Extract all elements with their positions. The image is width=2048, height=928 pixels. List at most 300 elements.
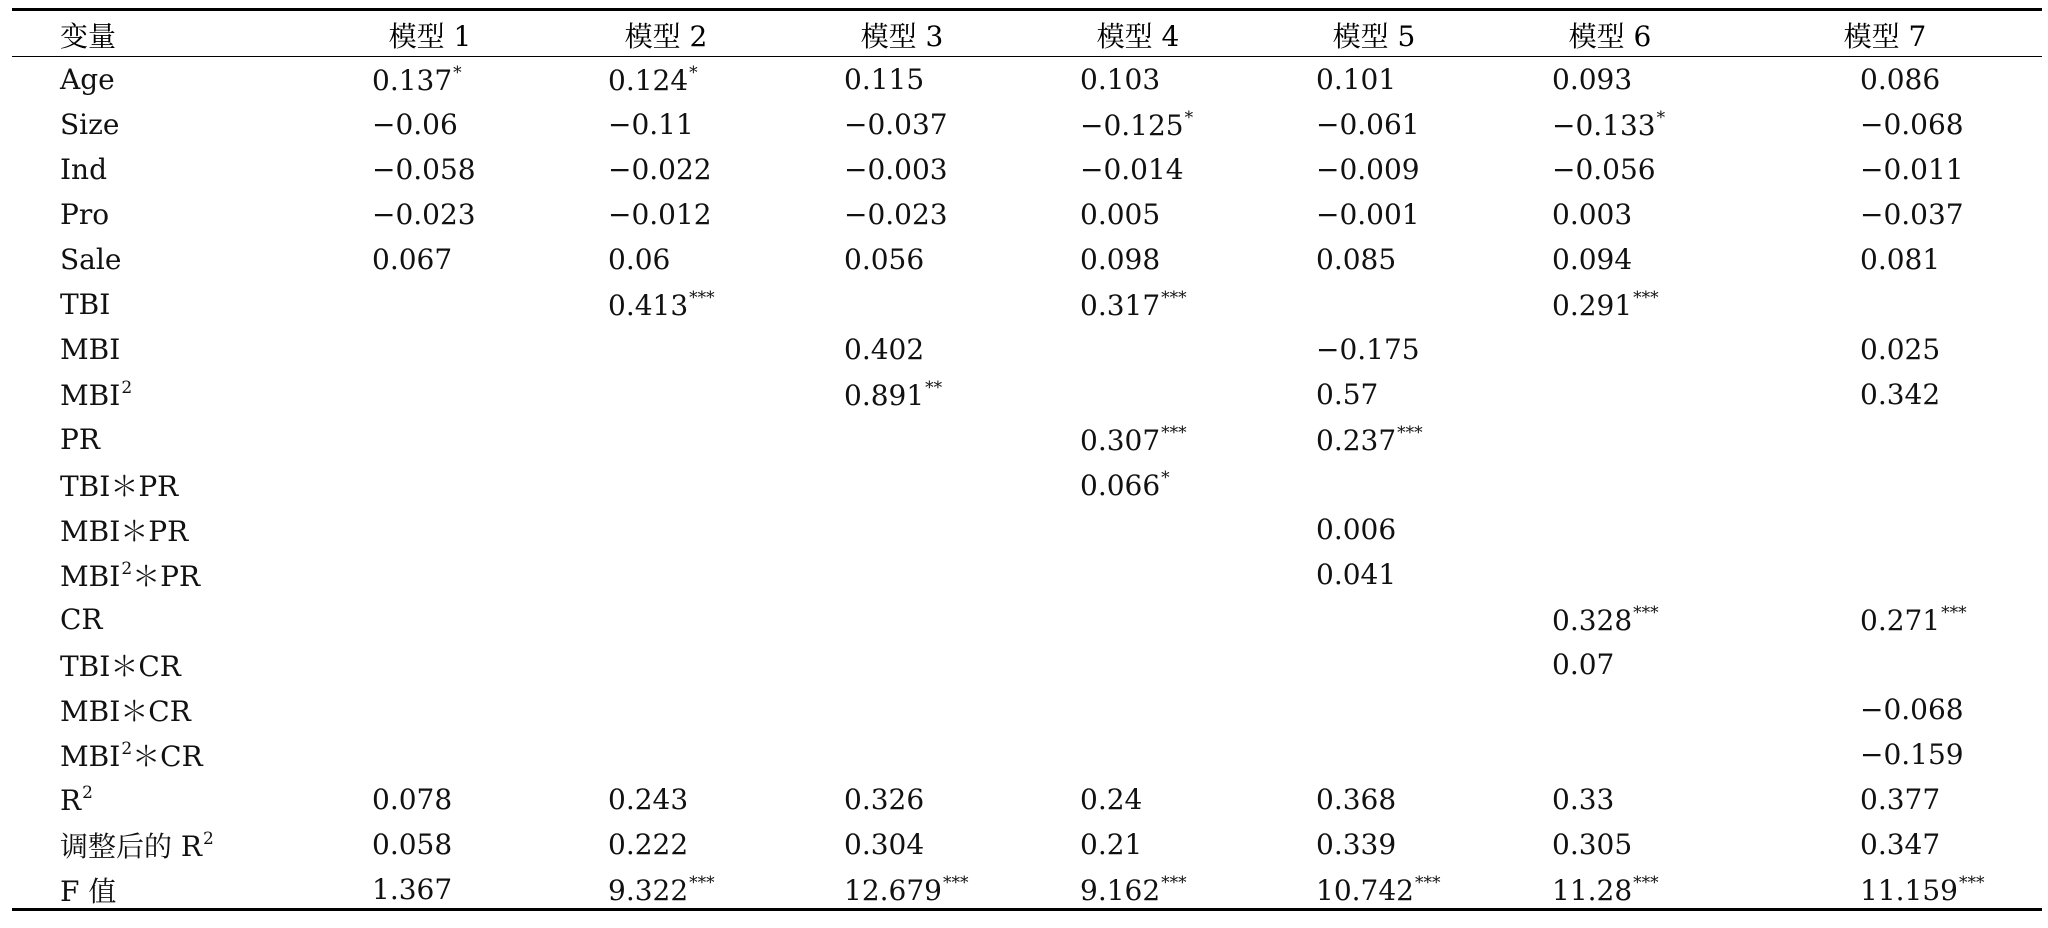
table-row — [12, 462, 2042, 507]
coef-cell-model-3 — [784, 462, 1020, 507]
table-row — [12, 327, 2042, 372]
coef-value: 0.317 — [1080, 288, 1161, 322]
coef-cell-model-6 — [1492, 597, 1728, 642]
coef-cell-model-6 — [1492, 642, 1728, 687]
coef-cell-model-1 — [312, 192, 548, 237]
coef-value: 0.305 — [1552, 828, 1633, 861]
coef-value: 0.21 — [1080, 828, 1143, 861]
coef-cell-model-5 — [1256, 147, 1492, 192]
coef-cell-model-7 — [1728, 687, 2042, 732]
coef-value: 10.742 — [1316, 873, 1414, 907]
variable-cell — [12, 867, 312, 912]
coef-value: 0.101 — [1316, 63, 1397, 96]
coef-value: 0.07 — [1552, 648, 1615, 681]
coef-cell-model-2 — [548, 57, 784, 102]
coef-cell-model-5 — [1256, 417, 1492, 462]
coef-value: 12.679 — [844, 873, 942, 907]
variable-label: TBI＊CR — [60, 649, 181, 683]
significance-stars: *** — [1941, 602, 1967, 623]
coef-cell-model-2 — [548, 417, 784, 462]
coef-value: −0.061 — [1316, 108, 1420, 141]
variable-label: MBI — [60, 739, 121, 773]
coef-value: 0.041 — [1316, 558, 1397, 591]
coef-value: −0.014 — [1080, 153, 1184, 186]
coef-cell-model-7 — [1728, 372, 2042, 417]
coef-cell-model-4 — [1020, 687, 1256, 732]
variable-label: Size — [60, 108, 120, 141]
header-model-3: 模型 3 — [860, 20, 944, 53]
coef-cell-model-2 — [548, 282, 784, 327]
table-row — [12, 732, 2042, 777]
coef-cell-model-1 — [312, 327, 548, 372]
coef-value: 0.304 — [844, 828, 925, 861]
coef-value: 0.093 — [1552, 63, 1633, 96]
coef-cell-model-3 — [784, 102, 1020, 147]
header-model-2: 模型 2 — [624, 20, 708, 53]
coef-cell-model-1 — [312, 462, 548, 507]
coef-value: 0.067 — [372, 243, 453, 276]
coef-value: 0.891 — [844, 378, 925, 412]
significance-stars: * — [453, 62, 462, 83]
header-model-4: 模型 4 — [1096, 20, 1180, 53]
significance-stars: * — [1656, 107, 1666, 128]
coef-cell-model-7 — [1728, 462, 2042, 507]
coef-cell-model-3 — [784, 822, 1020, 867]
coef-cell-model-3 — [784, 867, 1020, 912]
variable-cell — [12, 642, 312, 687]
variable-label-suffix: ＊CR — [132, 739, 203, 773]
coef-cell-model-2 — [548, 507, 784, 552]
table-row — [12, 417, 2042, 462]
coef-cell-model-4 — [1020, 777, 1256, 822]
coef-value: −0.012 — [608, 198, 712, 231]
coef-cell-model-1 — [312, 777, 548, 822]
coef-value: 0.326 — [844, 783, 925, 816]
coef-value: −0.068 — [1860, 108, 1964, 141]
table-row — [12, 507, 2042, 552]
variable-cell — [12, 777, 312, 822]
coef-cell-model-6 — [1492, 327, 1728, 372]
variable-cell — [12, 372, 312, 417]
variable-cell — [12, 462, 312, 507]
coef-cell-model-6 — [1492, 192, 1728, 237]
coef-cell-model-3 — [784, 282, 1020, 327]
coef-cell-model-2 — [548, 552, 784, 597]
coef-cell-model-7 — [1728, 417, 2042, 462]
coef-value: −0.159 — [1860, 738, 1964, 771]
coef-cell-model-6 — [1492, 732, 1728, 777]
coef-cell-model-3 — [784, 552, 1020, 597]
coef-value: 0.086 — [1860, 63, 1941, 96]
coef-cell-model-7 — [1728, 102, 2042, 147]
table-row — [12, 687, 2042, 732]
coef-value: −0.037 — [1860, 198, 1964, 231]
coef-value: 0.347 — [1860, 828, 1941, 861]
coef-cell-model-4 — [1020, 102, 1256, 147]
variable-label: TBI＊PR — [60, 469, 179, 503]
significance-stars: *** — [1161, 422, 1187, 443]
variable-label: MBI — [60, 378, 121, 412]
coef-cell-model-2 — [548, 462, 784, 507]
table-top-rule — [12, 8, 2042, 11]
table-row — [12, 237, 2042, 282]
significance-stars: *** — [942, 872, 969, 893]
coef-cell-model-5 — [1256, 597, 1492, 642]
coef-cell-model-1 — [312, 417, 548, 462]
coef-cell-model-5 — [1256, 687, 1492, 732]
variable-cell — [12, 552, 312, 597]
significance-stars: *** — [1414, 872, 1441, 893]
table-row — [12, 147, 2042, 192]
coef-cell-model-1 — [312, 372, 548, 417]
coef-value: 0.222 — [608, 828, 689, 861]
coef-cell-model-3 — [784, 417, 1020, 462]
table-row — [12, 597, 2042, 642]
coef-cell-model-5 — [1256, 777, 1492, 822]
coef-cell-model-4 — [1020, 597, 1256, 642]
table-row — [12, 642, 2042, 687]
coef-cell-model-5 — [1256, 552, 1492, 597]
variable-cell — [12, 237, 312, 282]
coef-value: 1.367 — [372, 873, 453, 906]
coef-value: 0.094 — [1552, 243, 1633, 276]
coef-value: 9.322 — [608, 873, 689, 907]
variable-label: Age — [60, 63, 115, 96]
variable-cell — [12, 282, 312, 327]
significance-stars: *** — [689, 872, 715, 893]
variable-label: MBI＊CR — [60, 694, 191, 728]
coef-value: 0.081 — [1860, 243, 1941, 276]
coef-value: −0.023 — [844, 198, 948, 231]
coef-cell-model-4 — [1020, 822, 1256, 867]
coef-cell-model-6 — [1492, 147, 1728, 192]
coef-cell-model-2 — [548, 687, 784, 732]
coef-value: 0.115 — [844, 63, 925, 96]
significance-stars: *** — [1633, 287, 1659, 308]
variable-cell — [12, 147, 312, 192]
coef-cell-model-4 — [1020, 237, 1256, 282]
coef-cell-model-3 — [784, 642, 1020, 687]
coef-cell-model-6 — [1492, 507, 1728, 552]
coef-value: 0.06 — [608, 243, 671, 276]
coef-cell-model-7 — [1728, 57, 2042, 102]
coef-value: −0.125 — [1080, 108, 1184, 142]
coef-cell-model-4 — [1020, 327, 1256, 372]
coef-value: −0.06 — [372, 108, 458, 141]
coef-cell-model-7 — [1728, 867, 2042, 912]
coef-cell-model-2 — [548, 822, 784, 867]
coef-cell-model-7 — [1728, 327, 2042, 372]
coef-cell-model-4 — [1020, 867, 1256, 912]
coef-value: 0.137 — [372, 63, 453, 97]
coef-cell-model-7 — [1728, 147, 2042, 192]
table-row — [12, 867, 2042, 912]
coef-value: −0.037 — [844, 108, 948, 141]
coef-value: −0.023 — [372, 198, 476, 231]
coef-cell-model-6 — [1492, 462, 1728, 507]
coef-value: −0.175 — [1316, 333, 1420, 366]
table-rows — [12, 57, 2042, 912]
coef-cell-model-3 — [784, 192, 1020, 237]
coef-cell-model-2 — [548, 777, 784, 822]
coef-cell-model-2 — [548, 102, 784, 147]
coef-cell-model-2 — [548, 732, 784, 777]
coef-cell-model-6 — [1492, 552, 1728, 597]
coef-cell-model-7 — [1728, 642, 2042, 687]
coef-cell-model-6 — [1492, 102, 1728, 147]
coef-cell-model-7 — [1728, 777, 2042, 822]
coef-value: −0.068 — [1860, 693, 1964, 726]
coef-cell-model-5 — [1256, 462, 1492, 507]
coef-value: −0.001 — [1316, 198, 1420, 231]
coef-value: 0.413 — [608, 288, 689, 322]
coef-cell-model-5 — [1256, 192, 1492, 237]
coef-value: 0.24 — [1080, 783, 1143, 816]
coef-cell-model-2 — [548, 372, 784, 417]
significance-stars: *** — [1633, 872, 1659, 893]
significance-stars: * — [1184, 107, 1194, 128]
coef-cell-model-1 — [312, 282, 548, 327]
coef-value: −0.003 — [844, 153, 948, 186]
coef-cell-model-7 — [1728, 192, 2042, 237]
table-row — [12, 822, 2042, 867]
header-model-7: 模型 7 — [1843, 20, 1927, 53]
coef-cell-model-5 — [1256, 102, 1492, 147]
coef-cell-model-1 — [312, 57, 548, 102]
coef-value: 0.33 — [1552, 783, 1615, 816]
significance-stars: *** — [1161, 287, 1187, 308]
coef-cell-model-3 — [784, 597, 1020, 642]
coef-cell-model-4 — [1020, 417, 1256, 462]
significance-stars: *** — [1161, 872, 1187, 893]
significance-stars: *** — [689, 287, 715, 308]
coef-cell-model-4 — [1020, 462, 1256, 507]
significance-stars: *** — [1397, 422, 1423, 443]
coef-value: 0.291 — [1552, 288, 1633, 322]
coef-value: 0.058 — [372, 828, 453, 861]
coef-cell-model-3 — [784, 507, 1020, 552]
coef-value: 0.377 — [1860, 783, 1941, 816]
coef-cell-model-2 — [548, 597, 784, 642]
significance-stars: *** — [1958, 872, 1985, 893]
header-model-5: 模型 5 — [1332, 20, 1416, 53]
significance-stars: *** — [1633, 602, 1659, 623]
table-row — [12, 57, 2042, 102]
coef-value: 0.056 — [844, 243, 925, 276]
variable-cell — [12, 102, 312, 147]
coef-cell-model-2 — [548, 642, 784, 687]
table-header — [12, 12, 2042, 58]
variable-label: PR — [60, 423, 100, 456]
coef-cell-model-6 — [1492, 237, 1728, 282]
coef-cell-model-4 — [1020, 507, 1256, 552]
coef-cell-model-5 — [1256, 282, 1492, 327]
coef-value: 0.271 — [1860, 603, 1941, 637]
coef-value: 0.098 — [1080, 243, 1161, 276]
significance-stars: * — [1161, 467, 1170, 488]
variable-label: F 值 — [60, 874, 117, 908]
coef-value: 0.025 — [1860, 333, 1941, 366]
coef-cell-model-1 — [312, 732, 548, 777]
coef-value: −0.022 — [608, 153, 712, 186]
coef-cell-model-3 — [784, 777, 1020, 822]
variable-label: R — [60, 783, 82, 817]
coef-cell-model-6 — [1492, 57, 1728, 102]
variable-superscript: 2 — [121, 377, 133, 398]
coef-cell-model-7 — [1728, 282, 2042, 327]
coef-cell-model-3 — [784, 147, 1020, 192]
header-model-1: 模型 1 — [388, 20, 472, 53]
variable-cell — [12, 822, 312, 867]
coef-value: 0.243 — [608, 783, 689, 816]
coef-value: −0.056 — [1552, 153, 1656, 186]
coef-cell-model-4 — [1020, 192, 1256, 237]
coef-cell-model-1 — [312, 237, 548, 282]
variable-superscript: 2 — [121, 558, 133, 579]
coef-cell-model-1 — [312, 687, 548, 732]
coef-cell-model-4 — [1020, 732, 1256, 777]
coef-value: 0.307 — [1080, 423, 1161, 457]
coef-cell-model-5 — [1256, 237, 1492, 282]
variable-superscript: 2 — [202, 828, 214, 849]
table-row — [12, 192, 2042, 237]
significance-stars: * — [689, 62, 698, 83]
coef-cell-model-6 — [1492, 867, 1728, 912]
coef-cell-model-3 — [784, 372, 1020, 417]
variable-cell — [12, 507, 312, 552]
coef-cell-model-6 — [1492, 687, 1728, 732]
coef-cell-model-5 — [1256, 867, 1492, 912]
variable-label: MBI＊PR — [60, 514, 189, 548]
variable-label-suffix: ＊PR — [132, 559, 201, 593]
variable-label: MBI — [60, 559, 121, 593]
variable-cell — [12, 732, 312, 777]
coef-cell-model-2 — [548, 237, 784, 282]
coef-value: 0.57 — [1316, 378, 1379, 411]
coef-cell-model-6 — [1492, 777, 1728, 822]
coef-value: 11.159 — [1860, 873, 1958, 907]
variable-superscript: 2 — [82, 782, 93, 803]
coef-value: −0.133 — [1552, 108, 1656, 142]
coef-cell-model-7 — [1728, 552, 2042, 597]
coef-value: 0.006 — [1316, 513, 1397, 546]
significance-stars: ** — [925, 377, 943, 398]
table-row — [12, 777, 2042, 822]
coef-cell-model-5 — [1256, 822, 1492, 867]
variable-label: Pro — [60, 198, 110, 231]
coef-value: 0.103 — [1080, 63, 1161, 96]
coef-cell-model-5 — [1256, 57, 1492, 102]
coef-cell-model-4 — [1020, 147, 1256, 192]
coef-cell-model-4 — [1020, 552, 1256, 597]
coef-cell-model-4 — [1020, 372, 1256, 417]
coef-value: −0.009 — [1316, 153, 1420, 186]
coef-value: 0.003 — [1552, 198, 1633, 231]
coef-cell-model-7 — [1728, 822, 2042, 867]
coef-cell-model-5 — [1256, 507, 1492, 552]
variable-label: Sale — [60, 243, 122, 276]
coef-cell-model-1 — [312, 822, 548, 867]
coef-cell-model-1 — [312, 867, 548, 912]
table-row — [12, 372, 2042, 417]
coef-value: 0.005 — [1080, 198, 1161, 231]
variable-label: TBI — [60, 288, 111, 321]
coef-cell-model-1 — [312, 102, 548, 147]
coef-value: 0.339 — [1316, 828, 1397, 861]
coef-cell-model-2 — [548, 192, 784, 237]
coef-cell-model-2 — [548, 867, 784, 912]
coef-value: 0.368 — [1316, 783, 1397, 816]
coef-cell-model-6 — [1492, 282, 1728, 327]
coef-cell-model-1 — [312, 552, 548, 597]
variable-label: Ind — [60, 153, 108, 186]
variable-cell — [12, 57, 312, 102]
coef-value: −0.058 — [372, 153, 476, 186]
coef-value: −0.11 — [608, 108, 694, 141]
coef-cell-model-3 — [784, 237, 1020, 282]
coef-cell-model-4 — [1020, 57, 1256, 102]
coef-value: 0.402 — [844, 333, 925, 366]
table-body — [12, 57, 2042, 912]
header-variable: 变量 — [60, 20, 117, 53]
variable-cell — [12, 687, 312, 732]
coef-cell-model-3 — [784, 327, 1020, 372]
coef-cell-model-7 — [1728, 597, 2042, 642]
coef-value: 11.28 — [1552, 873, 1633, 907]
coef-cell-model-4 — [1020, 282, 1256, 327]
table-row — [12, 552, 2042, 597]
coef-cell-model-5 — [1256, 642, 1492, 687]
coef-cell-model-2 — [548, 327, 784, 372]
coef-value: 0.078 — [372, 783, 453, 816]
coef-value: 9.162 — [1080, 873, 1161, 907]
coef-cell-model-7 — [1728, 237, 2042, 282]
variable-label: 调整后的 R — [60, 829, 202, 863]
variable-cell — [12, 327, 312, 372]
table-row — [12, 282, 2042, 327]
coef-cell-model-7 — [1728, 507, 2042, 552]
coef-cell-model-1 — [312, 642, 548, 687]
variable-cell — [12, 192, 312, 237]
coef-cell-model-4 — [1020, 642, 1256, 687]
coef-value: 0.085 — [1316, 243, 1397, 276]
table-row — [12, 102, 2042, 147]
coef-value: 0.124 — [608, 63, 689, 97]
header-model-6: 模型 6 — [1568, 20, 1652, 53]
coef-cell-model-7 — [1728, 732, 2042, 777]
coef-value: 0.066 — [1080, 468, 1161, 502]
coef-cell-model-2 — [548, 147, 784, 192]
variable-cell — [12, 417, 312, 462]
coef-cell-model-3 — [784, 57, 1020, 102]
coef-cell-model-3 — [784, 732, 1020, 777]
coef-cell-model-6 — [1492, 372, 1728, 417]
coef-cell-model-1 — [312, 597, 548, 642]
coef-value: −0.011 — [1860, 153, 1964, 186]
coef-value: 0.342 — [1860, 378, 1941, 411]
coef-cell-model-1 — [312, 147, 548, 192]
coef-cell-model-6 — [1492, 417, 1728, 462]
coef-value: 0.328 — [1552, 603, 1633, 637]
variable-cell — [12, 597, 312, 642]
coef-cell-model-6 — [1492, 822, 1728, 867]
variable-label: CR — [60, 603, 103, 636]
coef-cell-model-5 — [1256, 372, 1492, 417]
coef-cell-model-5 — [1256, 327, 1492, 372]
variable-superscript: 2 — [121, 738, 133, 759]
coef-cell-model-1 — [312, 507, 548, 552]
coef-cell-model-3 — [784, 687, 1020, 732]
